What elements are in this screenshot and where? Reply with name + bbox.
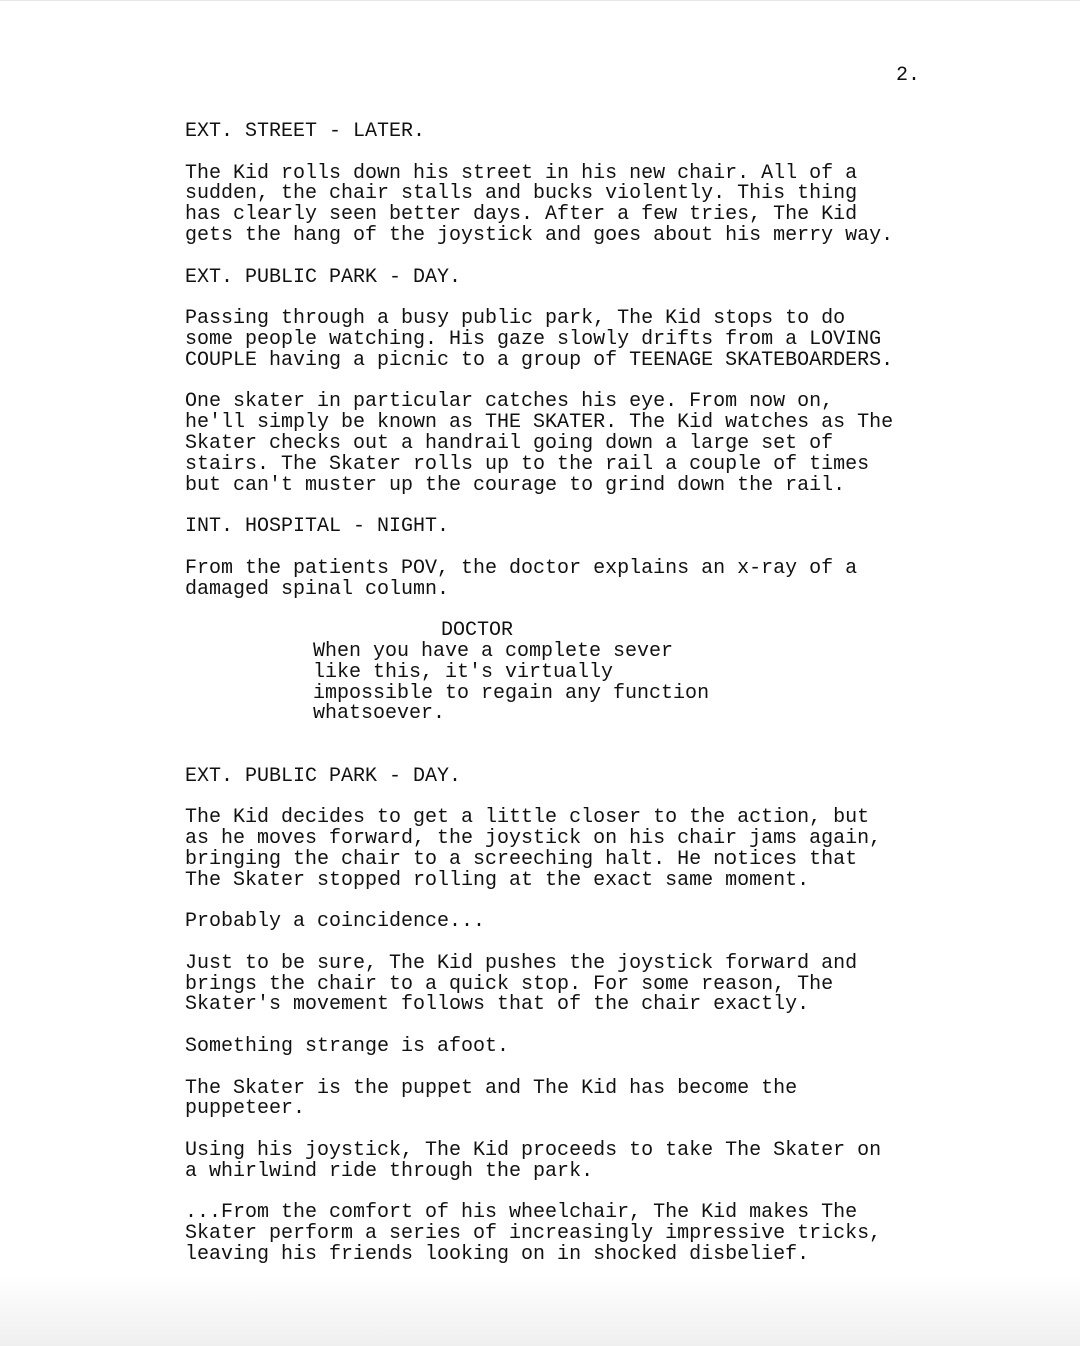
action-line: some people watching. His gaze slowly drifts from a LOVING	[185, 327, 882, 351]
action-paragraph	[185, 1076, 985, 1121]
action-line: as he moves forward, the joystick on his chair jams again,	[185, 827, 882, 851]
action-line: Skater checks out a handrail going down a large set of	[185, 431, 834, 455]
action-line: puppeteer.	[185, 1097, 306, 1121]
action-line: COUPLE having a picnic to a group of TEENAGE SKATEBOARDERS.	[185, 348, 894, 372]
action-paragraph	[185, 1037, 985, 1058]
action-line: brings the chair to a quick stop. For some reason, The	[185, 972, 834, 996]
action-line: damaged spinal column.	[185, 577, 450, 601]
scene-heading	[185, 122, 985, 143]
action-line: a whirlwind ride through the park.	[185, 1159, 594, 1183]
action-line: sudden, the chair stalls and bucks violently. This thing	[185, 182, 858, 206]
action-line: Using his joystick, The Kid proceeds to take The Skater on	[185, 1139, 882, 1163]
blank-spacer	[185, 725, 985, 767]
dialogue-line: like this, it's virtually	[313, 660, 614, 684]
page-number: 2.	[896, 64, 921, 87]
action-paragraph	[185, 392, 985, 496]
scene-heading	[185, 764, 985, 788]
action-paragraph	[185, 1203, 985, 1265]
action-line: Skater perform a series of increasingly impressive tricks,	[185, 1222, 882, 1246]
action-line: The Skater stopped rolling at the exact same moment.	[185, 868, 810, 892]
dialogue-line: whatsoever.	[313, 702, 446, 726]
action-paragraph	[185, 912, 985, 933]
action-line: leaving his friends looking on in shocked disbelief.	[185, 1243, 810, 1267]
action-line: bringing the chair to a screeching halt. He notices that	[185, 847, 858, 871]
character-name: DOCTOR	[441, 619, 514, 643]
action-line: Something strange is afoot.	[185, 1035, 510, 1059]
action-paragraph	[185, 808, 985, 891]
action-line: One skater in particular catches his eye. From now on,	[185, 390, 834, 414]
action-line: Passing through a busy public park, The Kid stops to do	[185, 307, 846, 331]
page-bottom-shadow	[0, 1276, 1080, 1346]
action-line: he'll simply be known as THE SKATER. The Kid watches as The	[185, 411, 894, 435]
action-line: stairs. The Skater rolls up to the rail a couple of times	[185, 452, 870, 476]
dialogue-block	[185, 621, 985, 725]
action-paragraph	[185, 161, 985, 247]
scene-heading	[185, 265, 985, 289]
action-paragraph	[185, 309, 985, 371]
action-line: From the patients POV, the doctor explains an x-ray of a	[185, 556, 858, 580]
action-line: Probably a coincidence...	[185, 910, 486, 934]
action-line: The Skater is the puppet and The Kid has become the	[185, 1076, 798, 1100]
scene-heading-text: EXT. STREET - LATER.	[185, 120, 426, 143]
dialogue-line: When you have a complete sever	[313, 639, 674, 663]
scene-heading	[185, 517, 985, 538]
action-line: but can't muster up the courage to grind down the rail.	[185, 473, 846, 497]
scene-heading-text: INT. HOSPITAL - NIGHT.	[185, 515, 450, 539]
action-line: The Kid decides to get a little closer to the action, but	[185, 806, 870, 830]
action-line: Skater's movement follows that of the chair exactly.	[185, 993, 810, 1017]
action-paragraph	[185, 1141, 985, 1183]
scene-heading-text: EXT. PUBLIC PARK - DAY.	[185, 764, 462, 788]
action-line: Just to be sure, The Kid pushes the joystick forward and	[185, 951, 858, 975]
action-line: has clearly seen better days. After a few tries, The Kid	[185, 203, 858, 227]
action-paragraph	[185, 556, 985, 601]
action-line: The Kid rolls down his street in his new chair. All of a	[185, 161, 858, 185]
action-paragraph	[185, 951, 985, 1017]
scene-heading-text: EXT. PUBLIC PARK - DAY.	[185, 265, 462, 289]
dialogue-line: impossible to regain any function	[313, 681, 710, 705]
action-line: ...From the comfort of his wheelchair, The Kid makes The	[185, 1201, 858, 1225]
screenplay-body	[185, 122, 985, 1287]
action-line: gets the hang of the joystick and goes about his merry way.	[185, 223, 894, 247]
